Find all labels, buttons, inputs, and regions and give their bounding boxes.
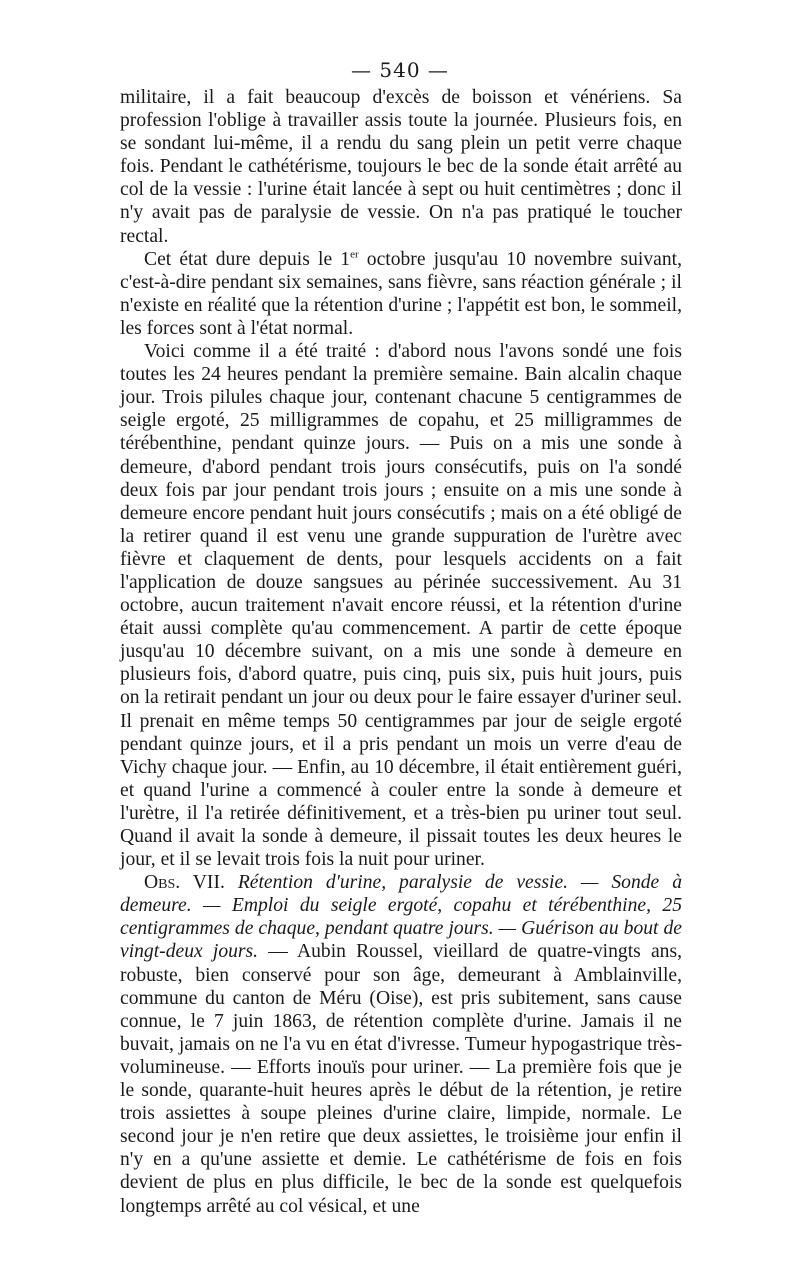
paragraph-treatment — [120, 340, 682, 871]
paragraph-state — [120, 248, 682, 340]
observation-title: Rétention d'urine, paralysie de vessie. — Sonde à demeure. — Emploi du seigle ergoté, copahu et térébenthine, 25 centigrammes de chaque, pendant quatre jours. — Guérison au bout de vingt-deux jours. — [120, 872, 682, 963]
paragraph-text-after: octobre jusqu'au 10 novembre suivant, c'est-à-dire pendant six semaines, sans fièvre, sans réaction générale ; il n'existe en réalité que la rétention d'urine ; l'appétit est bon, le sommeil, les forces sont à l'état normal. — [120, 248, 682, 339]
paragraph-text-before: Cet état dure depuis le 1 — [144, 248, 351, 270]
body-text — [120, 86, 682, 1218]
paragraph-continuation — [120, 86, 682, 248]
paragraph-text: Voici comme il a été traité : d'abord nous l'avons sondé une fois toutes les 24 heures pendant la première semaine. Bain alcalin chaque jour. Trois pilules chaque jour, contenant chacune 5 centigrammes de seigle ergoté, 25 milligrammes de copahu, et 25 milligrammes de térébenthine, pendant quinze jours. — Puis on a mis une sonde à demeure, d'abord pendant trois jours consécutifs, puis on l'a sondé deux fois par jour pendant trois jours ; ensuite on a mis une sonde à demeure encore pendant huit jours consécutifs ; mais on a été obligé de la retirer quand il est venu une grande suppuration de l'urètre avec fièvre et claquement de dents, pour lesquels accidents on a fait l'application de douze sangsues au périnée successivement. Au 31 octobre, aucun traitement n'avait encore réussi, et la rétention d'urine était aussi complète qu'au commencement. A partir de cette époque jusqu'au 10 décembre suivant, on a mis une sonde à demeure en plusieurs fois, d'abord quatre, puis cinq, puis six, puis huit jours, puis on la retirait pendant un jour ou deux pour le faire essayer d'uriner seul. Il prenait en même temps 50 centigrammes par jour de seigle ergoté pendant quinze jours, et il a pris pendant un mois un verre d'eau de Vichy chaque jour. — Enfin, au 10 décembre, il était entièrement guéri, et quand l'urine a commencé à couler entre la sonde à demeure et l'urètre, il l'a retirée définitivement, et a très-bien pu uriner tout seul. Quand il avait la sonde à demeure, il pissait toutes les deux heures le jour, et il se levait trois fois la nuit pour uriner. — [120, 341, 682, 871]
ordinal-superscript: er — [350, 248, 359, 261]
page-number: — 540 — — [351, 58, 449, 82]
paragraph-observation — [120, 871, 682, 1217]
observation-text: — Aubin Roussel, vieillard de quatre-vingts ans, robuste, bien conservé pour son âge, demeurant à Amblainville, commune du canton de Méru (Oise), est pris subitement, sans cause connue, le 7 juin 1863, de rétention complète d'urine. Jamais il ne buvait, jamais on ne l'a vu en état d'ivresse. Tumeur hypogastrique très-volumineuse. — Efforts inouïs pour uriner. — La première fois que je le sonde, quarante-huit heures après le début de la rétention, je retire trois assiettes à soupe pleines d'urine claire, limpide, normale. Le second jour je n'en retire que deux assiettes, le troisième jour enfin il n'y en a qu'une assiette et demie. Le cathétérisme de fois en fois devient de plus en plus difficile, le bec de la sonde est quelquefois longtemps arrêté au col vésical, et une — [120, 941, 682, 1217]
observation-label: Obs. VII. — [144, 872, 225, 894]
paragraph-text: militaire, il a fait beaucoup d'excès de boisson et vénériens. Sa profession l'oblige à travailler assis toute la journée. Plusieurs fois, en se sondant lui-même, il a rendu du sang plein un petit verre chaque fois. Pendant le cathétérisme, toujours le bec de la sonde était arrêté au col de la vessie : l'urine était lancée à sept ou huit centimètres ; donc il n'y avait pas de paralysie de vessie. On n'a pas pratiqué le toucher rectal. — [120, 87, 682, 247]
